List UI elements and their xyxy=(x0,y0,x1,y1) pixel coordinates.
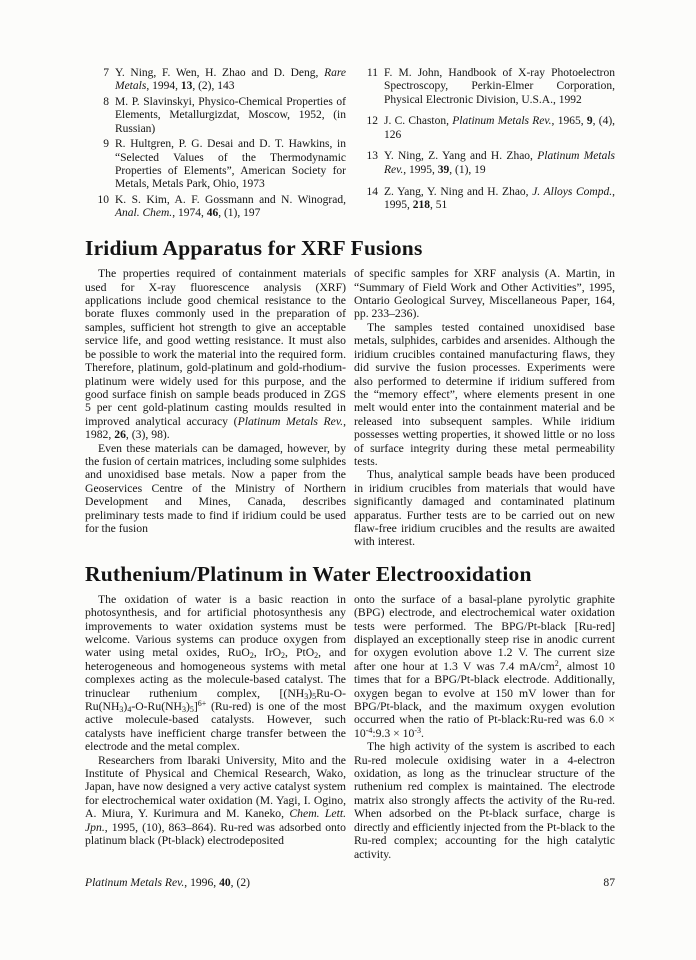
text-segment: Platinum Metals Rev. xyxy=(452,115,552,128)
text-segment: M. P. Slavinskyi, Physico-Chemical Properties of Elements, Metallurgizdat, Moscow, 1952, (in Russian) xyxy=(115,96,346,135)
text-segment: Platinum Metals Rev. xyxy=(384,150,616,176)
text-segment: , (3), 98). xyxy=(125,428,170,442)
text-segment: , almost 10 times that for a BPG/Pt-black electrode. Additionally, oxygen began to evolve at 150 mV lower than for BPG/Pt-black, and the maximum oxygen evolution occurred when the ratio of Pt-black:Ru-red was 6.0 × 10 xyxy=(354,659,615,740)
text-segment: , PtO xyxy=(285,646,315,660)
text-segment: Ru-O-Ru(NH xyxy=(85,686,346,714)
text-segment: Platinum Metals Rev. xyxy=(237,414,344,428)
reference-item xyxy=(354,67,615,107)
text-segment: ) xyxy=(123,700,128,714)
references-left-column xyxy=(85,67,346,223)
text-segment: ] xyxy=(193,700,198,714)
text-segment: 46 xyxy=(206,207,219,220)
footer-citation xyxy=(85,876,250,889)
text-segment: , 1982, xyxy=(85,414,346,442)
paragraph xyxy=(85,754,346,848)
paragraph xyxy=(354,740,615,861)
text-segment: 4 xyxy=(127,705,132,715)
article-right-column xyxy=(354,267,615,549)
text-segment: Y. Ning, F. Wen, H. Zhao and D. Deng, xyxy=(115,67,325,79)
text-segment: Anal. Chem. xyxy=(115,207,173,220)
text-segment: , 1974, xyxy=(172,207,207,220)
text-segment: , 1965, xyxy=(551,115,587,128)
paragraph xyxy=(354,321,615,468)
reference-number: 12 xyxy=(366,115,378,128)
text-segment: 5 xyxy=(189,705,194,715)
text-segment: , 1995, xyxy=(384,185,615,211)
text-segment: (Ru-red) is one of the most active molecule-based catalysts. However, such catalysts have inefficient charge transfer between the electrode and the metal complex. xyxy=(85,700,346,754)
text-segment: The properties required of containment materials used for X-ray fluorescence analysis (XRF) applications include good chemical resistance to the borate fluxes commonly used in the preparation of samples, sufficient hot strength to give an acceptable service life, and good wetting resistance. It must also be possible to work the material into the required form. Therefore, platinum, gold-platinum and gold-rhodium-platinum were widely used for this purpose, and the good surface finish on sample beads produced in ZGS 5 per cent gold-platinum casting moulds resulted in improved analytical accuracy ( xyxy=(85,267,346,428)
paragraph xyxy=(354,468,615,548)
text-segment: 5 xyxy=(312,691,317,701)
paragraph xyxy=(354,593,615,740)
article xyxy=(85,562,615,861)
article-columns xyxy=(85,267,615,549)
reference-item xyxy=(85,138,346,191)
articles xyxy=(85,236,615,861)
paragraph xyxy=(85,593,346,754)
text-segment: , 1995, (10), 863–864). Ru-red was adsorbed onto platinum black (Pt-black) electrodeposited xyxy=(85,820,346,848)
reference-item xyxy=(85,194,346,221)
text-segment: Y. Ning, Z. Yang and H. Zhao, xyxy=(384,150,538,163)
text-segment: , 1994, xyxy=(146,80,181,93)
text-segment: , (2), 143 xyxy=(192,80,235,93)
text-segment: J. C. Chaston, xyxy=(384,115,453,128)
footer-page-number: 87 xyxy=(603,876,615,889)
text-segment: , IrO xyxy=(253,646,282,660)
references-right-column xyxy=(354,67,615,223)
reference-item xyxy=(354,115,615,142)
text-segment: 39 xyxy=(437,163,450,176)
reference-number: 7 xyxy=(103,67,109,79)
text-segment: , and heterogeneous and homogeneous systems with metal complexes acting as the molecule-based catalyst. The trinuclear ruthenium complex, [(NH xyxy=(85,646,346,700)
text-segment: Z. Yang, Y. Ning and H. Zhao, xyxy=(384,185,533,198)
text-segment: onto the surface of a basal-plane pyrolytic graphite (BPG) electrode, and electrochemical water oxidation tests were performed. The BPG/Pt-black [Ru-red] displayed an exceptionally steep rise in anodic current for oxygen evolution above 1.2 V. The current size after one hour at 1.3 V was 7.4 mA/cm xyxy=(354,592,615,673)
text-segment: , (4), 126 xyxy=(384,115,616,141)
text-segment: 40 xyxy=(219,876,231,889)
text-segment: , (2) xyxy=(230,876,250,889)
text-segment: Chem. Lett. Jpn. xyxy=(85,807,346,834)
article-right-column xyxy=(354,593,615,861)
text-segment: of specific samples for XRF analysis (A. Martin, in “Summary of Field Work and Other Activities”, 1995, Ontario Geological Survey, Miscellaneous Paper, 164, pp. 233–236). xyxy=(354,267,615,321)
text-segment: Platinum Metals Rev. xyxy=(85,876,185,889)
text-segment: 3 xyxy=(181,705,186,715)
reference-item xyxy=(85,67,346,94)
text-segment: , 51 xyxy=(430,198,448,211)
text-segment: Researchers from Ibaraki University, Mito and the Institute of Physical and Chemical Research, Wako, Japan, have now designed a very active catalyst system for electrochemical water oxidation (M. Yagi, I. Ogino, A. Miura, Y. Kurimura and M. Kaneko, xyxy=(85,753,346,821)
reference-number: 10 xyxy=(97,194,109,207)
article xyxy=(85,236,615,549)
reference-number: 11 xyxy=(366,67,378,79)
text-segment: ) xyxy=(185,700,190,714)
reference-number: 14 xyxy=(366,185,378,198)
text-segment: -4 xyxy=(365,725,373,735)
text-segment: The samples tested contained unoxidised base metals, sulphides, carbides and arsenides. Although the iridium crucibles contained manufacturing flaws, they did survive the fusion processes. Experiments were also performed to determine if iridium suffered from the “memory effect”, where elements present in one melt would enter into the containment material and be released into subsequent samples. While iridium possesses wetting properties, it showed little or no loss of surface integrity during these metal permeability tests. xyxy=(354,320,615,468)
text-segment: 2 xyxy=(554,658,559,668)
paragraph xyxy=(85,267,346,441)
text-segment: :9.3 × 10 xyxy=(372,726,415,740)
article-left-column xyxy=(85,267,346,549)
text-segment: R. Hultgren, P. G. Desai and D. T. Hawkins, in “Selected Values of the Thermodynamic Properties of Elements”, American Society for Metals, Metals Park, Ohio, 1973 xyxy=(115,138,346,191)
page-footer xyxy=(85,876,615,889)
paragraph xyxy=(85,442,346,536)
text-segment: F. M. John, Handbook of X-ray Photoelectron Spectroscopy, Perkin-Elmer Corporation, Physical Electronic Division, U.S.A., 1992 xyxy=(384,67,615,106)
text-segment: 3 xyxy=(119,705,124,715)
text-segment: Rare Metals xyxy=(115,67,346,93)
text-segment: . xyxy=(421,726,424,740)
article-title: Iridium Apparatus for XRF Fusions xyxy=(85,236,423,261)
text-segment: -O-Ru(NH xyxy=(131,700,182,714)
reference-number: 9 xyxy=(103,138,109,151)
text-segment: Thus, analytical sample beads have been produced in iridium crucibles from materials that would have significantly damaged and contaminated platinum apparatus. Further tests are to be carried out on new flaw-free iridium crucibles and the results are awaited with interest. xyxy=(354,468,615,549)
text-segment: ) xyxy=(308,686,313,700)
paragraph xyxy=(354,267,615,321)
reference-item xyxy=(354,150,615,177)
text-segment: The high activity of the system is ascribed to each Ru-red molecule oxidising water in a 4-electron oxidation, as long as the trinuclear structure of the ruthenium red complex is maintained. The electrode matrix also strongly affects the activity of the Ru-red. When adsorbed on the Pt-black surface, charge is directly and efficiently injected from the Pt-black to the Ru-red complex; accounting for the high catalytic activity. xyxy=(354,740,615,861)
article-columns xyxy=(85,593,615,861)
text-segment: , 1995, xyxy=(403,163,438,176)
text-segment: 3 xyxy=(304,691,309,701)
text-segment: -3 xyxy=(414,725,422,735)
text-segment: , (1), 19 xyxy=(449,163,486,176)
reference-item xyxy=(85,96,346,136)
article-title: Ruthenium/Platinum in Water Electrooxidation xyxy=(85,561,532,586)
references-section xyxy=(85,67,615,223)
text-segment: , 1996, xyxy=(184,876,220,889)
text-segment: 6+ xyxy=(197,699,207,709)
text-segment: 26 xyxy=(114,428,126,442)
text-segment: 2 xyxy=(281,651,286,661)
text-segment: Even these materials can be damaged, however, by the fusion of certain matrices, including some sulphides and unoxidised base metals. Now a paper from the Geoservices Centre of the Ministry of Northern Development and Mines, Canada, describes preliminary tests made to find if iridium could be used for the fusion xyxy=(85,441,346,535)
text-segment: 9 xyxy=(586,115,593,128)
text-segment: , (1), 197 xyxy=(218,207,261,220)
text-segment: 2 xyxy=(249,651,254,661)
text-segment: 2 xyxy=(314,651,319,661)
reference-number: 13 xyxy=(366,150,378,163)
text-segment: 13 xyxy=(180,80,193,93)
article-left-column xyxy=(85,593,346,861)
text-segment: J. Alloys Compd. xyxy=(532,185,613,198)
text-segment: The oxidation of water is a basic reaction in photosynthesis, and for artificial photosynthesis any improvements to water oxidation systems must be welcome. Various systems can produce oxygen from water using metal oxides, RuO xyxy=(85,592,346,660)
reference-item xyxy=(354,186,615,213)
reference-number: 8 xyxy=(103,96,109,109)
text-segment: 218 xyxy=(412,198,430,211)
text-segment: K. S. Kim, A. F. Gossmann and N. Winograd, xyxy=(115,194,346,207)
